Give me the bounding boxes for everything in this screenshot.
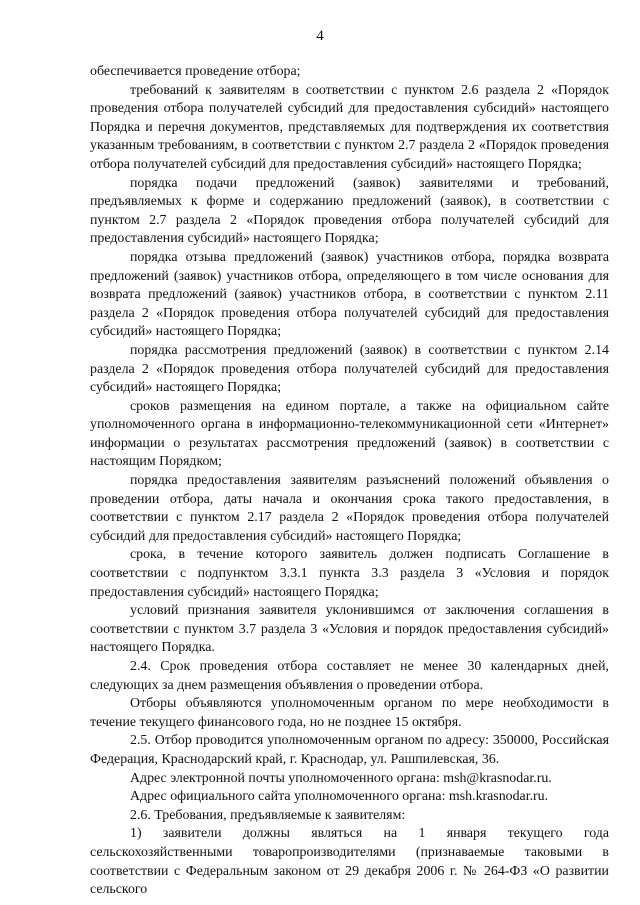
- paragraph: порядка отзыва предложений (заявок) участников отбора, порядка возврата предложений (заявок) участников отбора, определяющего в том числе основания для возврата предложений (заявок) участников отбора, в соответствии с пунктом 2.11 раздела 2 «Порядок проведения отбора получателей субсидий для предоставления субсидий» настоящего Порядка;: [90, 249, 609, 340]
- paragraph: требований к заявителям в соответствии с пунктом 2.6 раздела 2 «Порядок проведения отбора получателей субсидий для предоставления субсидий» настоящего Порядка и перечня документов, представляемых для подтверждения их соответствия указанным требованиям, в соответствии с пунктом 2.7 раздела 2 «Порядок проведения отбора получателей субсидий для предоставления субсидий» настоящего Порядка;: [90, 82, 609, 172]
- paragraph: условий признания заявителя уклонившимся от заключения соглашения в соответствии с пунктом 3.7 раздела 3 «Условия и порядок предоставления субсидий» настоящего Порядка.: [90, 603, 609, 656]
- paragraph: Адрес электронной почты уполномоченного органа: msh@krasnodar.ru.: [130, 770, 552, 786]
- paragraph: 2.5. Отбор проводится уполномоченным органом по адресу: 350000, Российская Федерация, Краснодарский край, г. Краснодар, ул. Рашпилевская, 36.: [90, 733, 609, 767]
- paragraph: Адрес официального сайта уполномоченного органа: msh.krasnodar.ru.: [130, 789, 549, 805]
- paragraph: обеспечивается проведение отбора;: [90, 64, 301, 79]
- page-number: 4: [316, 28, 324, 44]
- paragraph: порядка подачи предложений (заявок) заявителями и требований, предъявляемых к форме и содержанию предложений (заявок), в соответствии с пунктом 2.7 раздела 2 «Порядок проведения отбора получателей субсидий для предоставления субсидий» настоящего Порядка;: [90, 175, 609, 247]
- paragraph: срока, в течение которого заявитель должен подписать Соглашение в соответствии с подпунктом 3.3.1 пункта 3.3 раздела 3 «Условия и порядок предоставления субсидий» настоящего Порядка;: [90, 547, 609, 600]
- paragraph: 1) заявители должны являться на 1 января текущего года сельскохозяйственными товаропроизводителями (признаваемые таковыми в соответствии с Федеральным законом от 29 декабря 2006 г. № 264-ФЗ «О развитии сельского: [90, 826, 609, 898]
- paragraph: порядка предоставления заявителям разъяснений положений объявления о проведении отбора, даты начала и окончания срока такого предоставления, в соответствии с пунктом 2.17 раздела 2 «Порядок проведения отбора получателей субсидий для предоставления субсидий» настоящего Порядка;: [90, 473, 609, 544]
- paragraph: 2.4. Срок проведения отбора составляет не менее 30 календарных дней, следующих за днем размещения объявления о проведении отбора.: [90, 659, 609, 693]
- paragraph: Отборы объявляются уполномоченным органом по мере необходимости в течение текущего финансового года, но не позднее 15 октября.: [90, 696, 609, 730]
- paragraph: сроков размещения на едином портале, а также на официальном сайте уполномоченного органа в информационно-телекоммуникационной сети «Интернет» информации о результатах рассмотрения предложений (заявок) в соответствии с настоящим Порядком;: [90, 398, 609, 470]
- document-body: [90, 63, 609, 900]
- paragraph: порядка рассмотрения предложений (заявок) в соответствии с пунктом 2.14 раздела 2 «Порядок проведения отбора получателей субсидий для предоставления субсидий» настоящего Порядка;: [90, 342, 609, 396]
- paragraph: 2.6. Требования, предъявляемые к заявителям:: [130, 807, 406, 823]
